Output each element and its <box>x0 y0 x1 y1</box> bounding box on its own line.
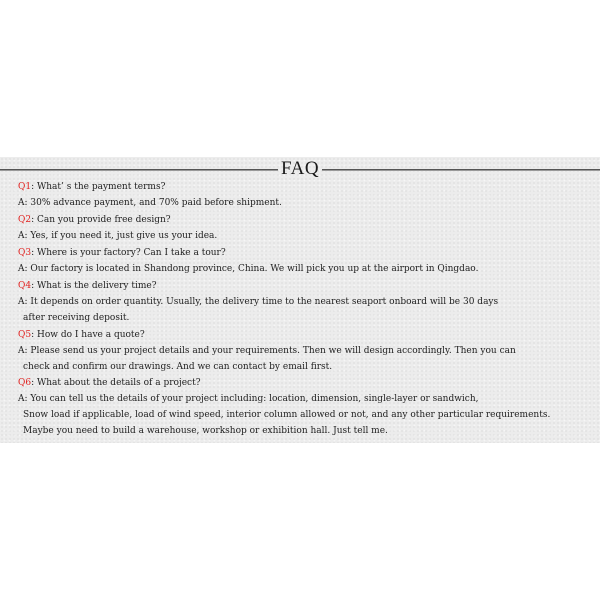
answer-6-line-1: A: You can tell us the details of your project including: location, dimension, single-layer or sandwich, <box>18 394 479 404</box>
answer-2-line-1: A: Yes, if you need it, just give us your idea. <box>18 231 218 241</box>
question-5 <box>18 329 145 341</box>
question-4 <box>18 280 157 292</box>
question-tag: Q2 <box>18 215 32 225</box>
title-rule-left <box>0 169 278 171</box>
question-tag: Q1 <box>18 182 32 192</box>
title-rule-right <box>322 169 600 171</box>
answer-5-line-1: A: Please send us your project details and your requirements. Then we will design accordingly. Then you can <box>18 346 516 356</box>
question-text: : Where is your factory? Can I take a tour? <box>31 248 226 258</box>
answer-5-line-2: check and confirm our drawings. And we can contact by email first. <box>23 362 333 372</box>
answer-6-line-2: Snow load if applicable, load of wind speed, interior column allowed or not, and any other particular requirements. <box>23 410 551 420</box>
question-tag: Q6 <box>18 378 32 388</box>
answer-6-line-3: Maybe you need to build a warehouse, workshop or exhibition hall. Just tell me. <box>23 426 388 436</box>
answer-4-line-1: A: It depends on order quantity. Usually, the delivery time to the nearest seaport onboard will be 30 days <box>18 297 499 307</box>
question-tag: Q3 <box>18 248 32 258</box>
faq-title: FAQ <box>280 158 320 179</box>
question-text: : How do I have a quote? <box>31 330 145 340</box>
question-text: : What about the details of a project? <box>31 378 201 388</box>
question-tag: Q5 <box>18 330 32 340</box>
question-text: : Can you provide free design? <box>31 215 171 225</box>
question-3 <box>18 247 226 259</box>
answer-4-line-2: after receiving deposit. <box>23 313 130 323</box>
question-text: : What is the delivery time? <box>31 281 157 291</box>
question-text: : What’ s the payment terms? <box>31 182 166 192</box>
answer-3-line-1: A: Our factory is located in Shandong province, China. We will pick you up at the airport in Qingdao. <box>18 264 479 274</box>
question-tag: Q4 <box>18 281 32 291</box>
question-1 <box>18 181 165 193</box>
question-6 <box>18 377 201 389</box>
answer-1-line-1: A: 30% advance payment, and 70% paid before shipment. <box>18 198 282 208</box>
question-2 <box>18 214 171 226</box>
faq-panel <box>0 157 600 443</box>
